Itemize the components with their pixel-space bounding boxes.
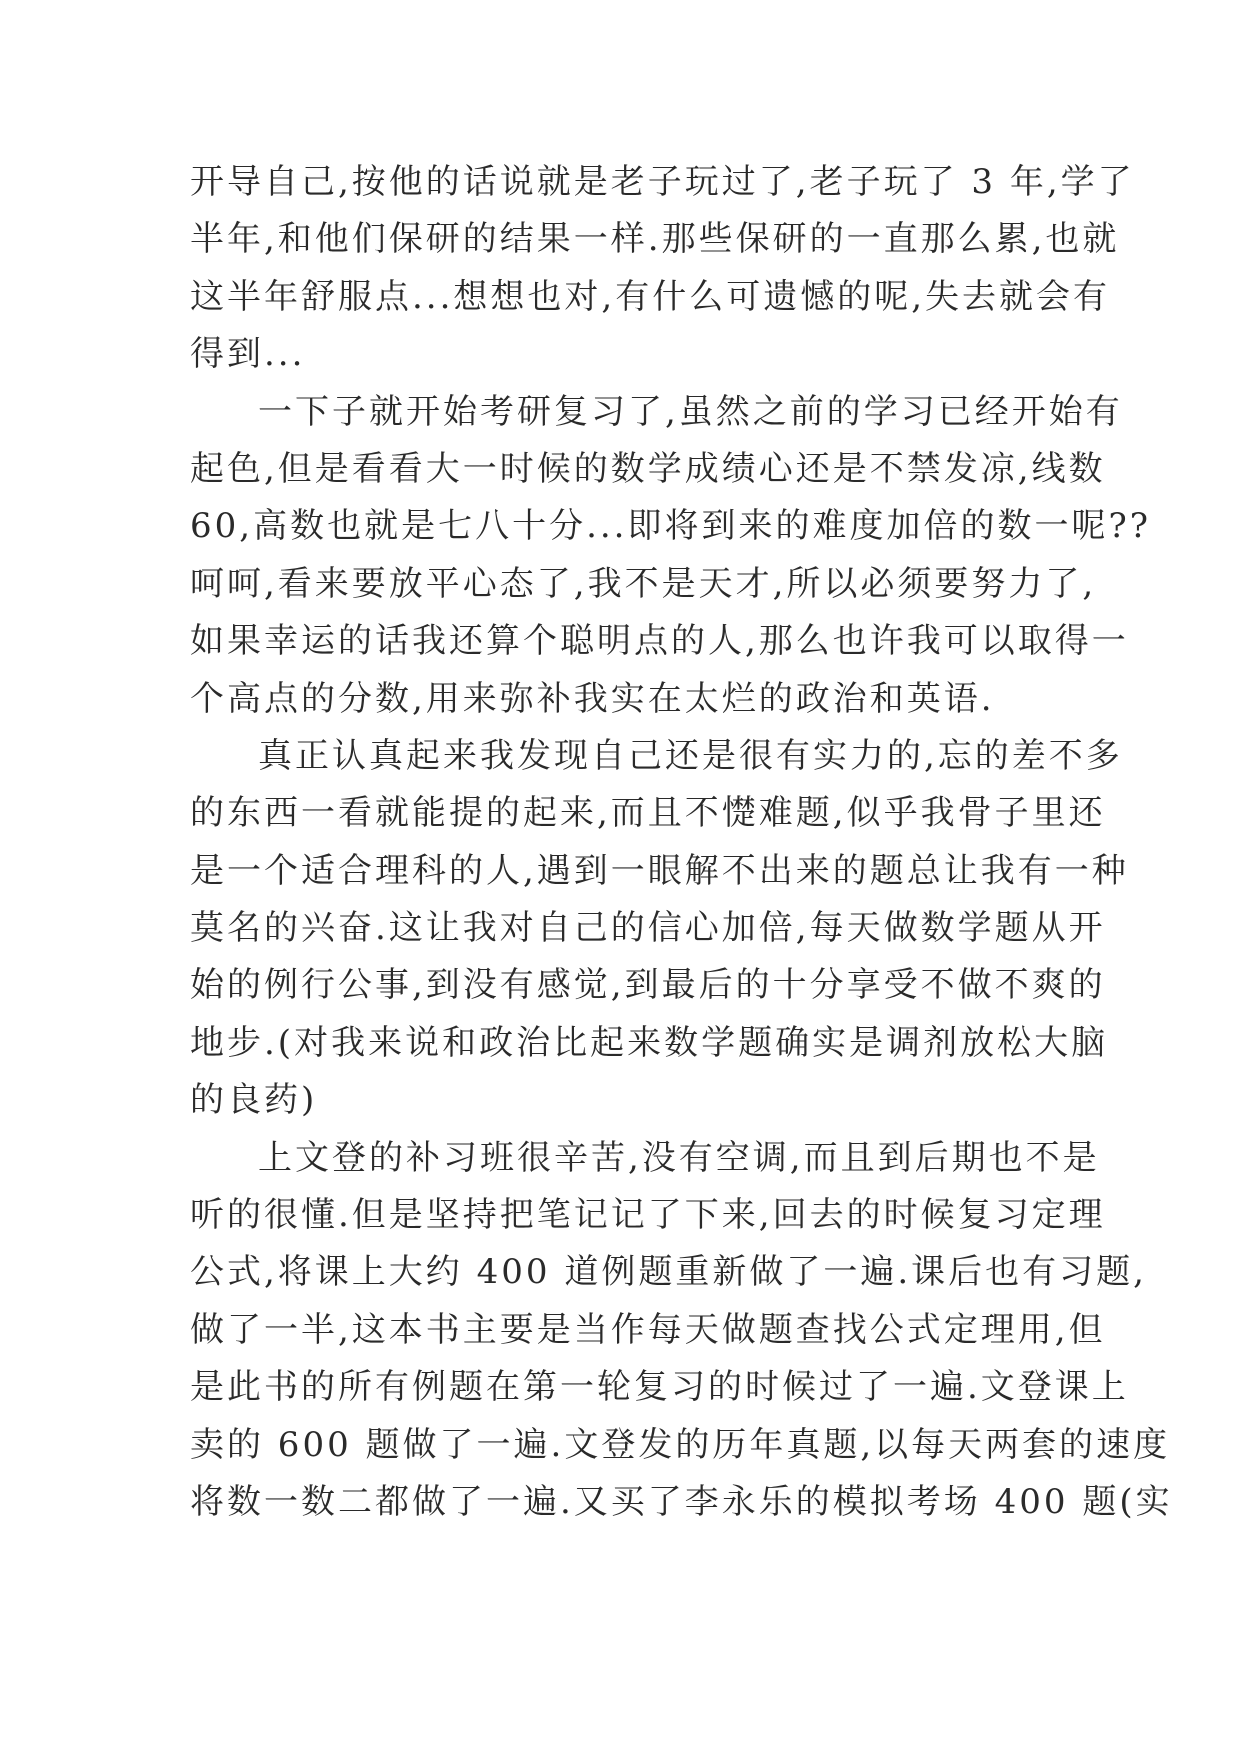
text-line: 这半年舒服点...想想也对,有什么可遗憾的呢,失去就会有 bbox=[190, 276, 1111, 317]
body-text bbox=[190, 154, 1173, 1531]
text-line: 呵呵,看来要放平心态了,我不是天才,所以必须要努力了, bbox=[190, 563, 1097, 604]
paragraph bbox=[190, 728, 1129, 1130]
text-line: 始的例行公事,到没有感觉,到最后的十分享受不做不爽的 bbox=[190, 965, 1106, 1006]
text-line: 听的很懂.但是坚持把笔记记了下来,回去的时候复习定理 bbox=[190, 1195, 1106, 1236]
paragraph bbox=[190, 154, 1135, 384]
text-line: 莫名的兴奋.这让我对自己的信心加倍,每天做数学题从开 bbox=[190, 908, 1106, 949]
text-line: 半年,和他们保研的结果一样.那些保研的一直那么累,也就 bbox=[190, 219, 1120, 260]
text-line: 的东西一看就能提的起来,而且不憷难题,似乎我骨子里还 bbox=[190, 793, 1106, 834]
text-line: 是一个适合理科的人,遇到一眼解不出来的题总让我有一种 bbox=[190, 850, 1129, 891]
text-line: 如果幸运的话我还算个聪明点的人,那么也许我可以取得一 bbox=[190, 621, 1129, 662]
text-line: 60,高数也就是七八十分...即将到来的难度加倍的数一呢?? bbox=[190, 506, 1151, 547]
paragraph bbox=[190, 1130, 1173, 1532]
text-line: 起色,但是看看大一时候的数学成绩心还是不禁发凉,线数 bbox=[190, 448, 1106, 489]
text-line: 上文登的补习班很辛苦,没有空调,而且到后期也不是 bbox=[258, 1137, 1100, 1178]
text-line: 是此书的所有例题在第一轮复习的时候过了一遍.文登课上 bbox=[190, 1367, 1129, 1408]
text-line: 一下子就开始考研复习了,虽然之前的学习已经开始有 bbox=[258, 391, 1123, 432]
text-line: 的良药) bbox=[190, 1080, 318, 1121]
text-line: 得到... bbox=[190, 334, 306, 375]
text-line: 卖的 600 题做了一遍.文登发的历年真题,以每天两套的速度 bbox=[190, 1424, 1171, 1465]
paragraph bbox=[190, 384, 1151, 728]
text-line: 将数一数二都做了一遍.又买了李永乐的模拟考场 400 题(实 bbox=[190, 1481, 1173, 1522]
text-line: 个高点的分数,用来弥补我实在太烂的政治和英语. bbox=[190, 678, 995, 719]
text-line: 真正认真起来我发现自己还是很有实力的,忘的差不多 bbox=[258, 735, 1123, 776]
text-line: 地步.(对我来说和政治比起来数学题确实是调剂放松大脑 bbox=[190, 1022, 1109, 1063]
text-line: 开导自己,按他的话说就是老子玩过了,老子玩了 3 年,学了 bbox=[190, 162, 1135, 202]
text-line: 公式,将课上大约 400 道例题重新做了一遍.课后也有习题, bbox=[190, 1252, 1147, 1293]
text-line: 做了一半,这本书主要是当作每天做题查找公式定理用,但 bbox=[190, 1309, 1106, 1350]
